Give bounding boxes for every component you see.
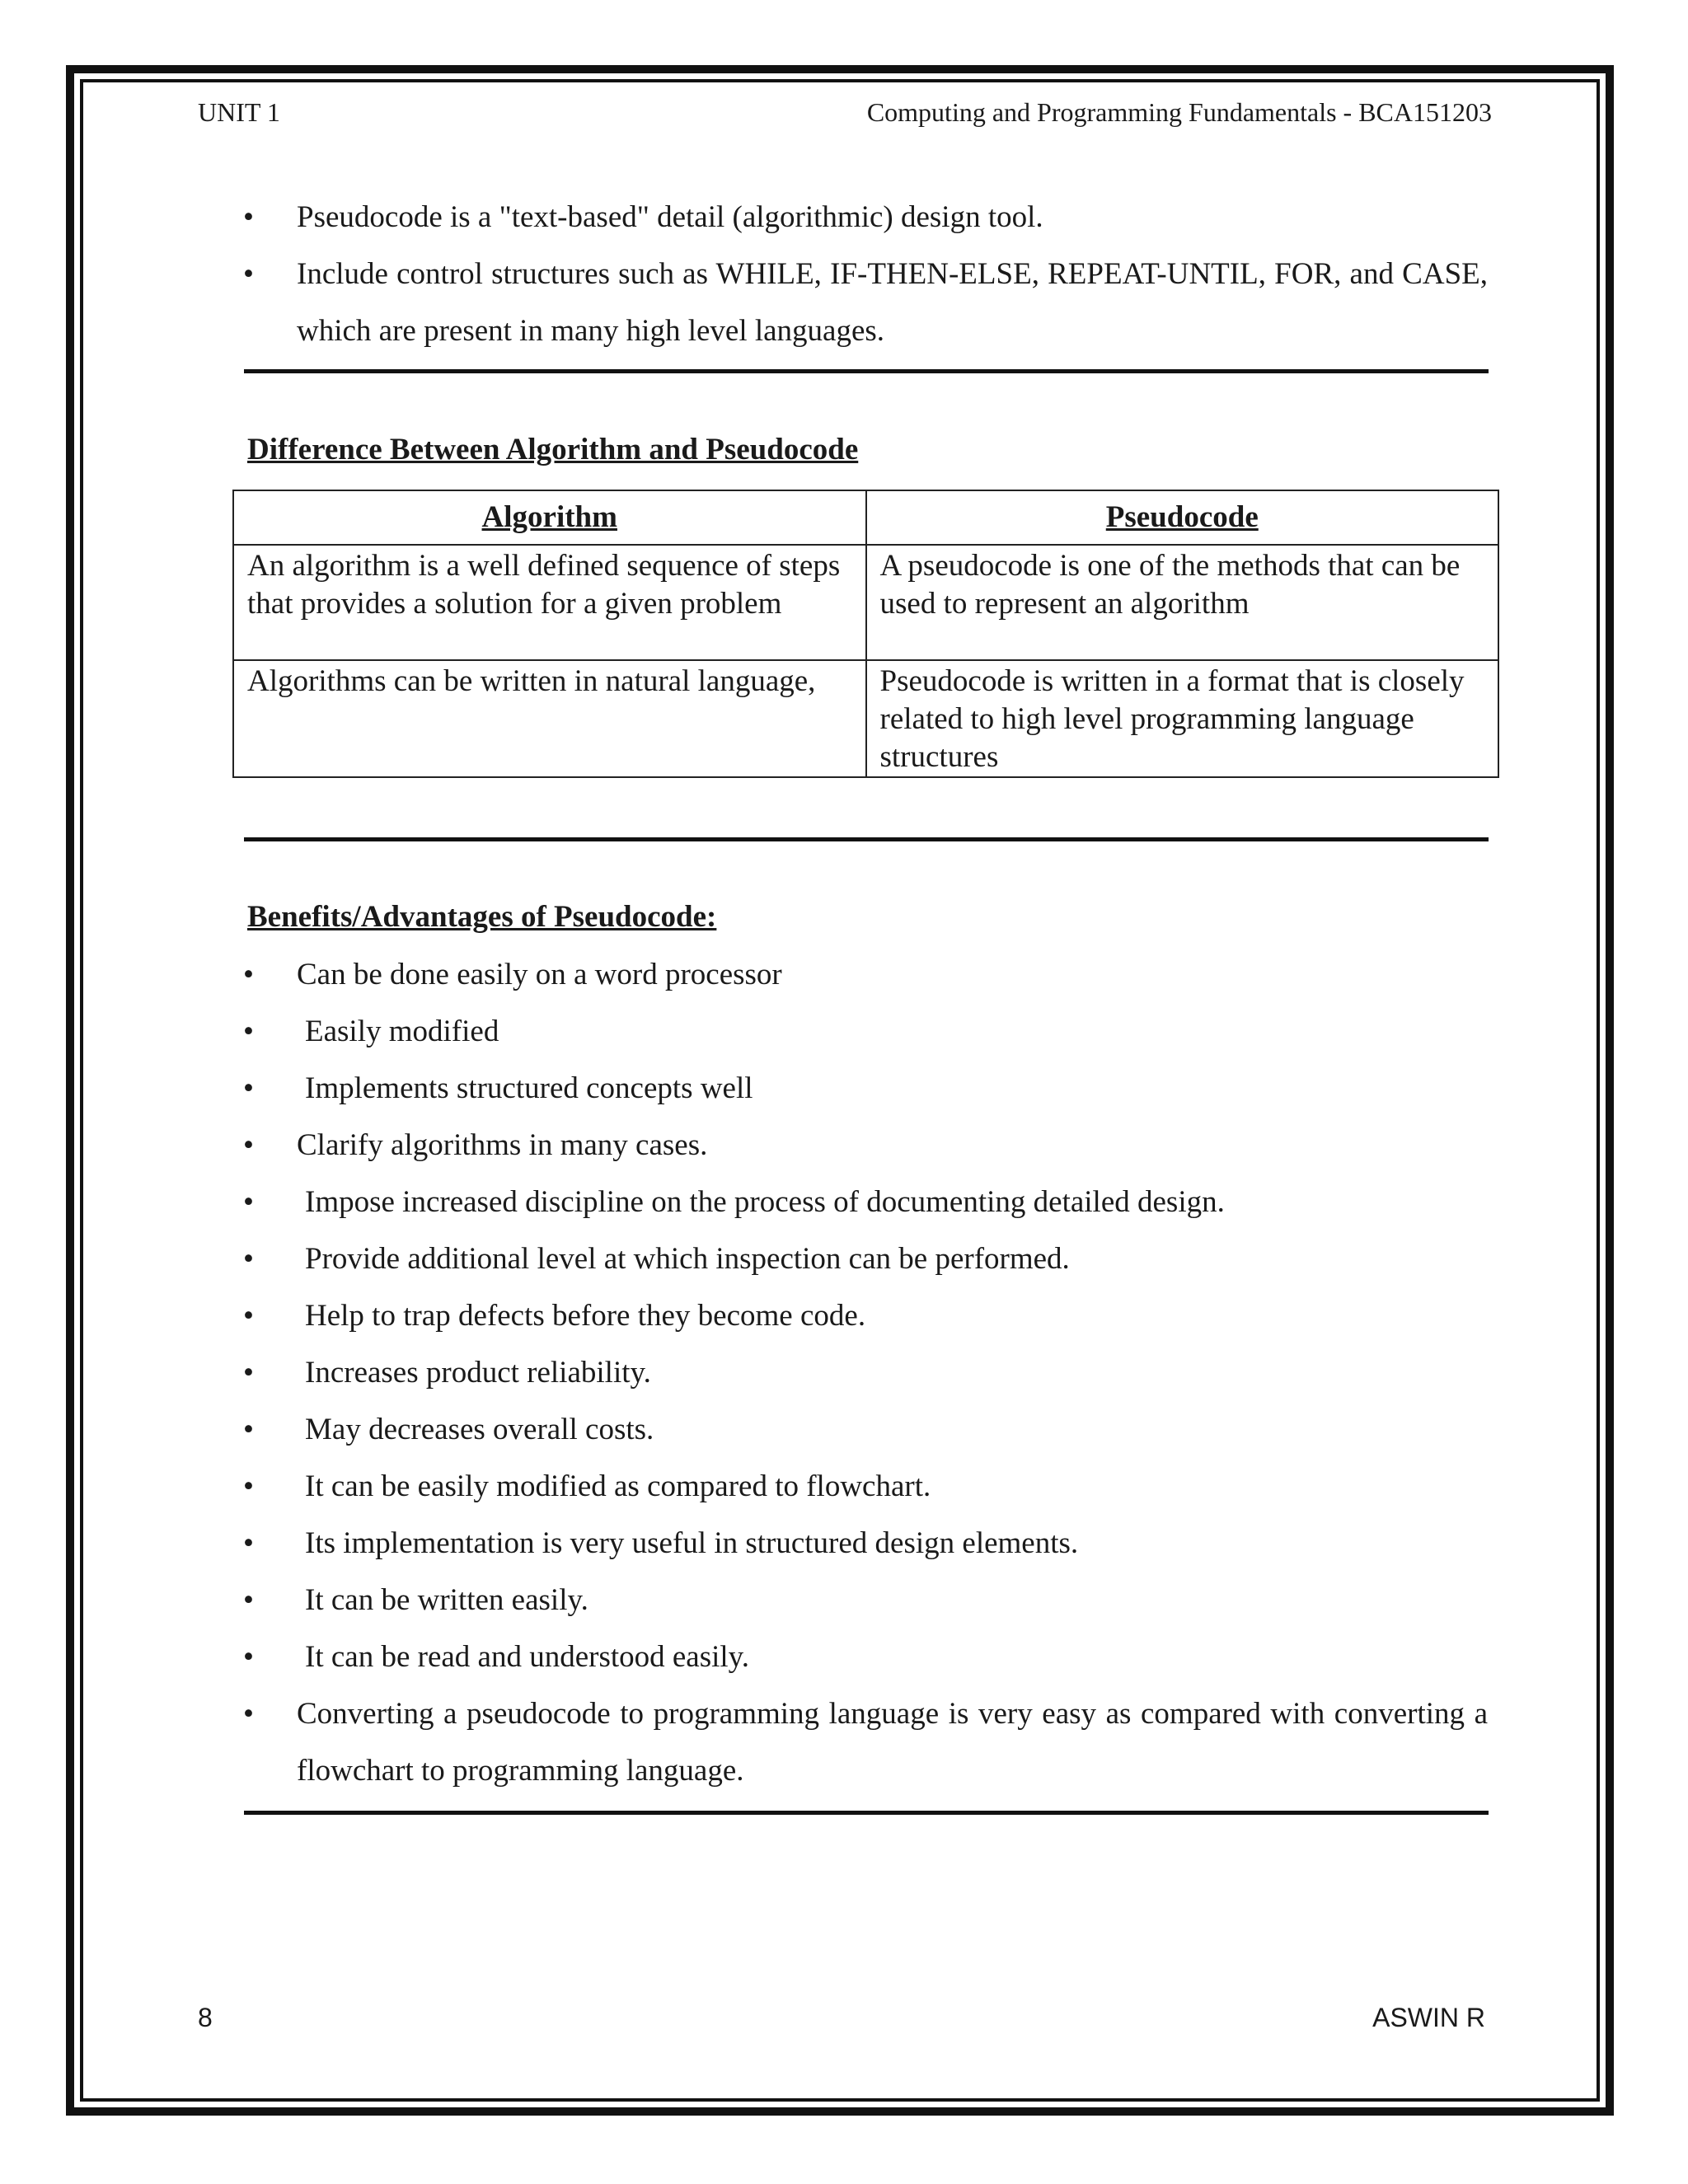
list-item [243, 1515, 1488, 1572]
bullet-text: Clarify algorithms in many cases. [297, 1128, 708, 1162]
difference-title: Difference Between Algorithm and Pseudocode [247, 433, 859, 466]
benefits-title: Benefits/Advantages of Pseudocode: [247, 900, 717, 934]
list-item [243, 1629, 1488, 1685]
bullet-icon: • [243, 1128, 254, 1162]
table-header-cell: Pseudocode [866, 490, 1499, 545]
bullet-icon: • [243, 200, 254, 234]
section-divider [244, 1811, 1489, 1815]
list-item [243, 1572, 1488, 1629]
list-item [243, 1003, 1488, 1060]
bullet-icon: • [243, 1697, 254, 1731]
intro-bullet-list [243, 189, 1488, 359]
bullet-icon: • [243, 1583, 254, 1617]
bullet-icon: • [243, 1356, 254, 1390]
bullet-icon: • [243, 958, 254, 991]
list-item [243, 1344, 1488, 1401]
list-item [243, 1174, 1488, 1230]
bullet-icon: • [243, 257, 254, 291]
list-item [243, 1060, 1488, 1117]
bullet-icon: • [243, 1413, 254, 1446]
bullet-text: Implements structured concepts well [305, 1071, 753, 1105]
bullet-text: Can be done easily on a word processor [297, 958, 782, 991]
table-header-row [233, 490, 1498, 545]
section-divider [244, 369, 1489, 373]
header-course-title: Computing and Programming Fundamentals - BCA151203 [866, 97, 1492, 127]
bullet-icon: • [243, 1640, 254, 1674]
bullet-text: Converting a pseudocode to programming language is very easy as compared with converting a flowchart to programming language. [297, 1697, 1488, 1788]
list-item [243, 1458, 1488, 1515]
bullet-text: Include control structures such as WHILE, IF-THEN-ELSE, REPEAT-UNTIL, FOR, and CASE, which are present in many high level languages. [297, 257, 1488, 348]
list-item [243, 946, 1488, 1003]
list-item [243, 1230, 1488, 1287]
list-item [243, 1401, 1488, 1458]
bullet-text: It can be written easily. [305, 1583, 588, 1617]
footer-author: ASWIN R [1372, 2003, 1485, 2032]
section-divider [244, 837, 1489, 841]
bullet-icon: • [243, 1185, 254, 1219]
bullet-text: May decreases overall costs. [305, 1413, 654, 1446]
table-cell: Pseudocode is written in a format that is closely related to high level programming language structures [866, 660, 1499, 777]
table-cell: An algorithm is a well defined sequence of steps that provides a solution for a given problem [233, 545, 866, 660]
table-header-cell: Algorithm [233, 490, 866, 545]
bullet-text: Help to trap defects before they become code. [305, 1299, 866, 1333]
bullet-icon: • [243, 1299, 254, 1333]
bullet-icon: • [243, 1242, 254, 1276]
list-item [243, 246, 1488, 359]
bullet-icon: • [243, 1469, 254, 1503]
comparison-table [232, 490, 1499, 778]
table-cell: Algorithms can be written in natural language, [233, 660, 866, 777]
bullet-text: Its implementation is very useful in structured design elements. [305, 1526, 1079, 1560]
bullet-text: Provide additional level at which inspection can be performed. [305, 1242, 1070, 1276]
list-item [243, 1287, 1488, 1344]
bullet-text: Pseudocode is a "text-based" detail (algorithmic) design tool. [297, 200, 1043, 234]
benefits-bullet-list [243, 946, 1488, 1799]
list-item [243, 189, 1488, 246]
table-cell: A pseudocode is one of the methods that can be used to represent an algorithm [866, 545, 1499, 660]
bullet-text: Impose increased discipline on the process of documenting detailed design. [305, 1185, 1225, 1219]
header-unit: UNIT 1 [198, 97, 280, 127]
table-row [233, 660, 1498, 777]
bullet-text: Increases product reliability. [305, 1356, 651, 1390]
page-number: 8 [198, 2003, 213, 2032]
bullet-text: It can be easily modified as compared to flowchart. [305, 1469, 931, 1503]
table-row [233, 545, 1498, 660]
bullet-icon: • [243, 1526, 254, 1560]
bullet-text: Easily modified [305, 1015, 499, 1048]
bullet-text: It can be read and understood easily. [305, 1640, 750, 1674]
bullet-icon: • [243, 1071, 254, 1105]
list-item [243, 1117, 1488, 1174]
bullet-icon: • [243, 1015, 254, 1048]
list-item [243, 1685, 1488, 1799]
